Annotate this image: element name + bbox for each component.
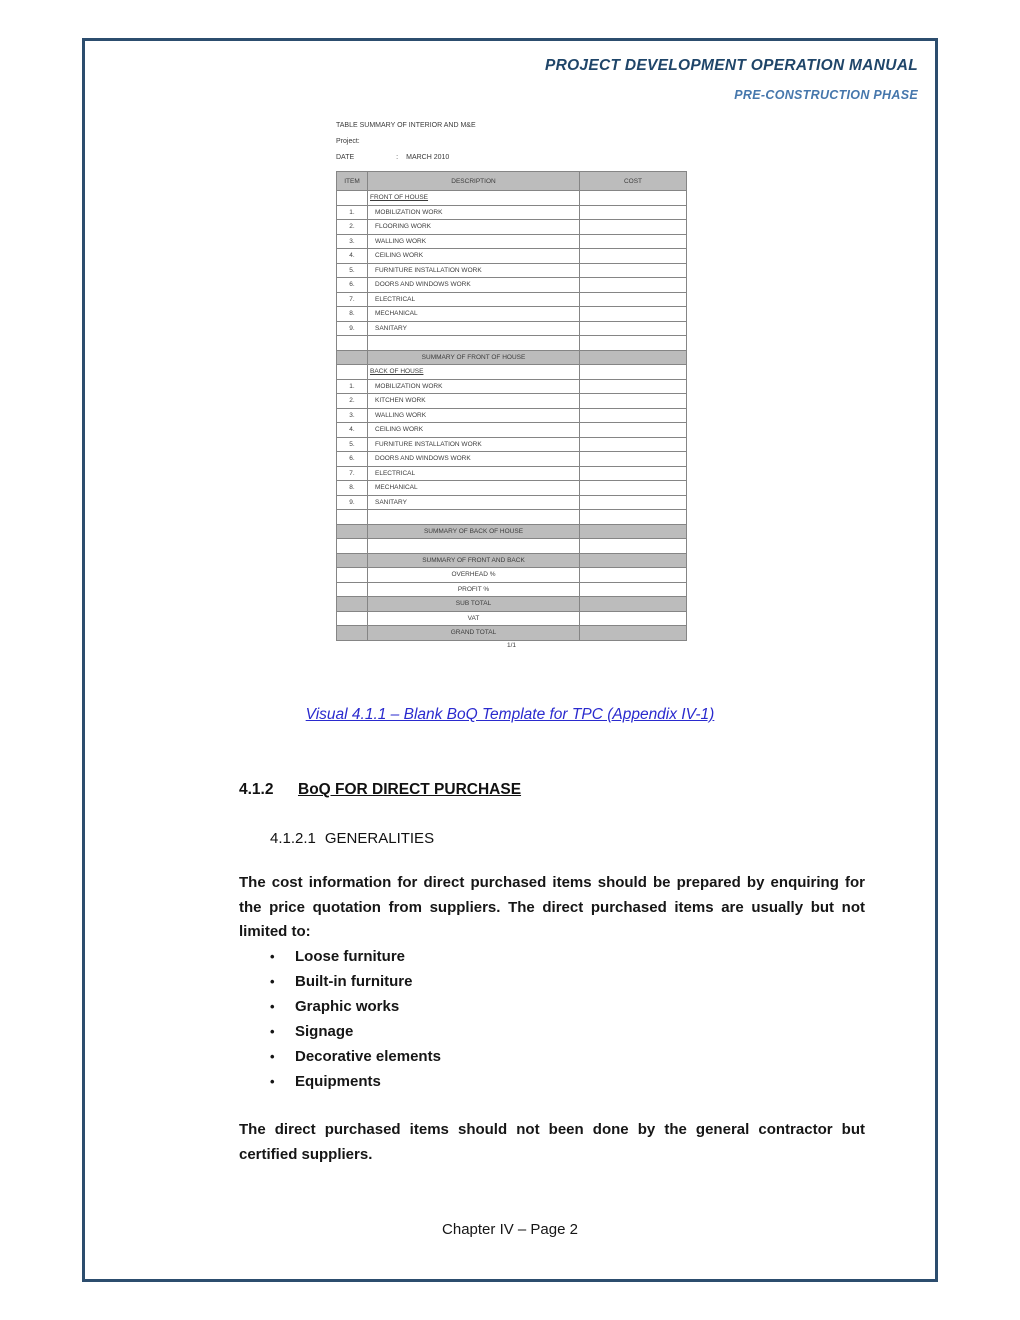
cost-cell [580,611,687,626]
item-number-cell [337,597,368,612]
description-cell [368,510,580,525]
item-number-cell: 7. [337,292,368,307]
list-item-label: Built-in furniture [295,973,413,990]
section-number: 4.1.2 [239,781,274,798]
bullet-icon: • [270,949,275,964]
item-number-cell [337,510,368,525]
table-row [337,234,687,249]
cost-cell [580,336,687,351]
subsection-title: GENERALITIES [324,830,435,847]
description-cell: MECHANICAL [368,307,580,322]
table-header-row [337,172,687,191]
cost-cell [580,365,687,380]
column-header-cost: COST [580,172,687,191]
description-cell: OVERHEAD % [368,568,580,583]
description-cell: MECHANICAL [368,481,580,496]
bullet-icon: • [270,1074,275,1089]
item-number-cell: 9. [337,321,368,336]
description-cell: GRAND TOTAL [368,626,580,641]
cost-cell [580,350,687,365]
table-row [337,249,687,264]
description-cell: FURNITURE INSTALLATION WORK [368,263,580,278]
item-number-cell: 1. [337,205,368,220]
description-cell: DOORS AND WINDOWS WORK [368,278,580,293]
description-cell: MOBILIZATION WORK [368,379,580,394]
bullet-icon: • [270,999,275,1014]
item-number-cell: 1. [337,379,368,394]
cost-cell [580,321,687,336]
table-row [337,423,687,438]
description-cell: SUMMARY OF BACK OF HOUSE [368,524,580,539]
item-number-cell [337,553,368,568]
list-item-label: Graphic works [295,998,400,1015]
table-row [337,336,687,351]
table-row [337,481,687,496]
description-cell: ELECTRICAL [368,466,580,481]
page-footer: Chapter IV – Page 2 [442,1221,578,1238]
cost-cell [580,278,687,293]
phase-subtitle: PRE-CONSTRUCTION PHASE [734,88,918,102]
boq-date-value: MARCH 2010 [406,154,450,161]
list-item-label: Decorative elements [295,1048,441,1065]
item-number-cell [337,524,368,539]
item-number-cell [337,582,368,597]
cost-cell [580,481,687,496]
table-row [337,292,687,307]
boq-date-line [336,152,687,168]
cost-cell [580,379,687,394]
description-cell: BACK OF HOUSE [368,365,580,380]
table-row [337,452,687,467]
column-header-description: DESCRIPTION [368,172,580,191]
boq-project-label: Project: [336,138,360,145]
subsection-heading [270,830,434,847]
cost-cell [580,510,687,525]
table-row [337,568,687,583]
cost-cell [580,539,687,554]
item-number-cell: 8. [337,307,368,322]
description-cell: ELECTRICAL [368,292,580,307]
list-item [239,1044,865,1069]
description-cell [368,539,580,554]
item-number-cell [337,611,368,626]
description-cell: CEILING WORK [368,423,580,438]
cost-cell [580,394,687,409]
table-row [337,278,687,293]
description-cell: WALLING WORK [368,234,580,249]
body-paragraph-2: The direct purchased items should not been done by the general contractor but certified suppliers. [239,1121,865,1163]
item-number-cell [337,191,368,206]
description-cell: SUB TOTAL [368,597,580,612]
table-row [337,597,687,612]
cost-cell [580,263,687,278]
cost-cell [580,191,687,206]
item-number-cell: 6. [337,452,368,467]
boq-table [336,171,687,641]
item-number-cell [337,350,368,365]
list-item-label: Equipments [295,1073,381,1090]
table-row [337,611,687,626]
figure-caption [85,706,935,724]
boq-figure [336,120,687,649]
item-number-cell [337,626,368,641]
table-row [337,307,687,322]
cost-cell [580,408,687,423]
item-number-cell: 8. [337,481,368,496]
table-row [337,394,687,409]
table-row [337,510,687,525]
table-row [337,437,687,452]
description-cell: FRONT OF HOUSE [368,191,580,206]
table-row [337,495,687,510]
item-number-cell: 9. [337,495,368,510]
table-page-marker: 1/1 [506,641,517,649]
table-row [337,350,687,365]
item-number-cell: 4. [337,423,368,438]
cost-cell [580,292,687,307]
cost-cell [580,597,687,612]
table-row [337,263,687,278]
cost-cell [580,423,687,438]
table-row [337,365,687,380]
table-row [337,626,687,641]
cost-cell [580,249,687,264]
description-cell: KITCHEN WORK [368,394,580,409]
body-paragraph-1: The cost information for direct purchased items should be prepared by enquiring for the price quotation from suppliers. The direct purchased items are usually but not limited to: [239,874,865,940]
description-cell: SANITARY [368,321,580,336]
cost-cell [580,524,687,539]
cost-cell [580,452,687,467]
description-cell: PROFIT % [368,582,580,597]
list-item-label: Loose furniture [295,948,406,965]
description-cell: CEILING WORK [368,249,580,264]
manual-title: PROJECT DEVELOPMENT OPERATION MANUAL [544,57,918,74]
column-header-item: ITEM [337,172,368,191]
bullet-icon: • [270,1024,275,1039]
table-row [337,524,687,539]
cost-cell [580,307,687,322]
table-row [337,539,687,554]
list-item [239,944,865,969]
item-number-cell: 4. [337,249,368,264]
item-number-cell [337,568,368,583]
item-number-cell: 2. [337,394,368,409]
cost-cell [580,495,687,510]
cost-cell [580,582,687,597]
table-row [337,379,687,394]
cost-cell [580,553,687,568]
description-cell: SANITARY [368,495,580,510]
description-cell: VAT [368,611,580,626]
table-row [337,220,687,235]
item-number-cell: 5. [337,263,368,278]
description-cell: MOBILIZATION WORK [368,205,580,220]
cost-cell [580,220,687,235]
section-heading [239,781,521,799]
cost-cell [580,568,687,583]
section-title: BoQ FOR DIRECT PURCHASE [298,781,522,798]
figure-caption-link[interactable]: Visual 4.1.1 – Blank BoQ Template for TPC (Appendix IV-1) [305,706,715,723]
description-cell: FURNITURE INSTALLATION WORK [368,437,580,452]
description-cell: WALLING WORK [368,408,580,423]
description-cell: FLOORING WORK [368,220,580,235]
description-cell: DOORS AND WINDOWS WORK [368,452,580,467]
description-cell: SUMMARY OF FRONT OF HOUSE [368,350,580,365]
boq-table-title: TABLE SUMMARY OF INTERIOR AND M&E [336,122,476,129]
table-row [337,553,687,568]
item-number-cell [337,539,368,554]
item-number-cell: 2. [337,220,368,235]
cost-cell [580,234,687,249]
table-row [337,191,687,206]
item-number-cell: 3. [337,408,368,423]
item-number-cell: 3. [337,234,368,249]
bullet-icon: • [270,1049,275,1064]
list-item [239,969,865,994]
description-cell: SUMMARY OF FRONT AND BACK [368,553,580,568]
list-item [239,994,865,1019]
cost-cell [580,466,687,481]
cost-cell [580,437,687,452]
list-item [239,1069,865,1094]
list-item [239,1019,865,1044]
item-number-cell [337,336,368,351]
boq-date-separator: : [396,154,399,161]
cost-cell [580,205,687,220]
table-row [337,205,687,220]
table-row [337,582,687,597]
item-number-cell [337,365,368,380]
item-number-cell: 7. [337,466,368,481]
table-row [337,466,687,481]
table-row [337,321,687,336]
cost-cell [580,626,687,641]
list-item-label: Signage [295,1023,354,1040]
item-number-cell: 6. [337,278,368,293]
bullet-icon: • [270,974,275,989]
table-row [337,408,687,423]
subsection-number: 4.1.2.1 [270,830,316,847]
bullet-list [239,944,865,1094]
boq-date-label: DATE [336,154,355,161]
item-number-cell: 5. [337,437,368,452]
description-cell [368,336,580,351]
